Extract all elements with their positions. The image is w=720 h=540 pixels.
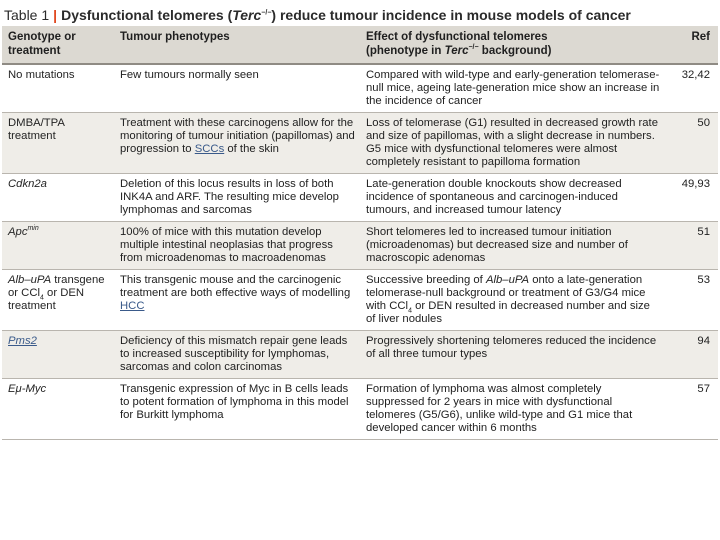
cell-ref: 32,42: [664, 64, 718, 113]
cell-genotype: No mutations: [2, 64, 114, 113]
cell-ref: 94: [664, 331, 718, 379]
cell-ref: 51: [664, 222, 718, 270]
header-row: [2, 26, 718, 64]
table-row: [2, 64, 718, 113]
cell-effect: Loss of telomerase (G1) resulted in decreased growth rate and size of papillomas, with a slight decrease in numbers. G5 mice with dysfunctional telomeres were almost completely resistant to papilloma formation: [360, 113, 664, 174]
cell-effect: Formation of lymphoma was almost completely suppressed for 2 years in mice with dysfunctional telomeres (G5/G6), unlike wild-type and G1 mice that developed cancer within 6 months: [360, 379, 664, 440]
cell-ref: 57: [664, 379, 718, 440]
cell-ref: 49,93: [664, 174, 718, 222]
cell-genotype: Apc$^{min}$: [2, 222, 114, 270]
cell-phenotype: Deletion of this locus results in loss of both INK4A and ARF. The resulting mice develop lymphomas and sarcomas: [114, 174, 360, 222]
header-effect: Effect of dysfunctional telomeres (phenotype in Terc−/− background): [360, 26, 664, 64]
cell-genotype: Eμ-Myc: [2, 379, 114, 440]
table-title: [2, 4, 718, 26]
cell-effect: Short telomeres led to increased tumour initiation (microadenomas) but decreased size and number of macroscopic adenomas: [360, 222, 664, 270]
title-text: Dysfunctional telomeres (Terc−/−) reduce tumour incidence in mouse models of cancer: [61, 7, 631, 23]
cell-effect: Compared with wild-type and early-generation telomerase-null mice, ageing late-generation mice show an increase in the incidence of cancer: [360, 64, 664, 113]
pms2-link[interactable]: Pms2: [8, 335, 37, 347]
header-ref: Ref: [664, 26, 718, 64]
table-row: [2, 379, 718, 440]
cell-effect: Late-generation double knockouts show decreased incidence of spontaneous and carcinogen-induced tumours, and increased tumour latency: [360, 174, 664, 222]
hcc-link[interactable]: HCC: [120, 300, 145, 312]
header-phenotypes: Tumour phenotypes: [114, 26, 360, 64]
cell-phenotype: Few tumours normally seen: [114, 64, 360, 113]
cell-phenotype: Transgenic expression of Myc in B cells leads to potent formation of lymphoma in this model for Burkitt lymphoma: [114, 379, 360, 440]
cell-ref: 50: [664, 113, 718, 174]
scc-link[interactable]: SCCs: [194, 143, 225, 155]
header-genotype: Genotype or treatment: [2, 26, 114, 64]
cell-phenotype: Treatment with these carcinogens allow for the monitoring of tumour initiation (papillomas) and progression to SCCs of the skin: [114, 113, 360, 174]
cell-genotype: Alb–uPA transgene or CCl$_4$ or DEN treatment: [2, 270, 114, 331]
cell-effect: Progressively shortening telomeres reduced the incidence of all three tumour types: [360, 331, 664, 379]
table-row: [2, 222, 718, 270]
cell-genotype: [2, 331, 114, 379]
data-table: [2, 26, 718, 440]
cell-ref: 53: [664, 270, 718, 331]
cell-genotype: Cdkn2a: [2, 174, 114, 222]
cell-phenotype: Deficiency of this mismatch repair gene leads to increased susceptibility for lymphomas, sarcomas and colon carcinomas: [114, 331, 360, 379]
table-row: [2, 113, 718, 174]
cell-phenotype: 100% of mice with this mutation develop multiple intestinal neoplasias that progress from microadenomas to macroadenomas: [114, 222, 360, 270]
cell-genotype: DMBA/TPA treatment: [2, 113, 114, 174]
cell-effect: Successive breeding of Alb–uPA onto a late-generation telomerase-null background or treatment of G3/G4 mice with CCl$_4$ or DEN resulted in decreased number and size of liver nodules: [360, 270, 664, 331]
table-number: Table 1: [4, 7, 50, 23]
table-row: [2, 270, 718, 331]
table-row: [2, 174, 718, 222]
table-row: [2, 331, 718, 379]
cell-phenotype: This transgenic mouse and the carcinogenic treatment are both effective ways of modelling HCC: [114, 270, 360, 331]
title-separator: |: [53, 7, 58, 23]
